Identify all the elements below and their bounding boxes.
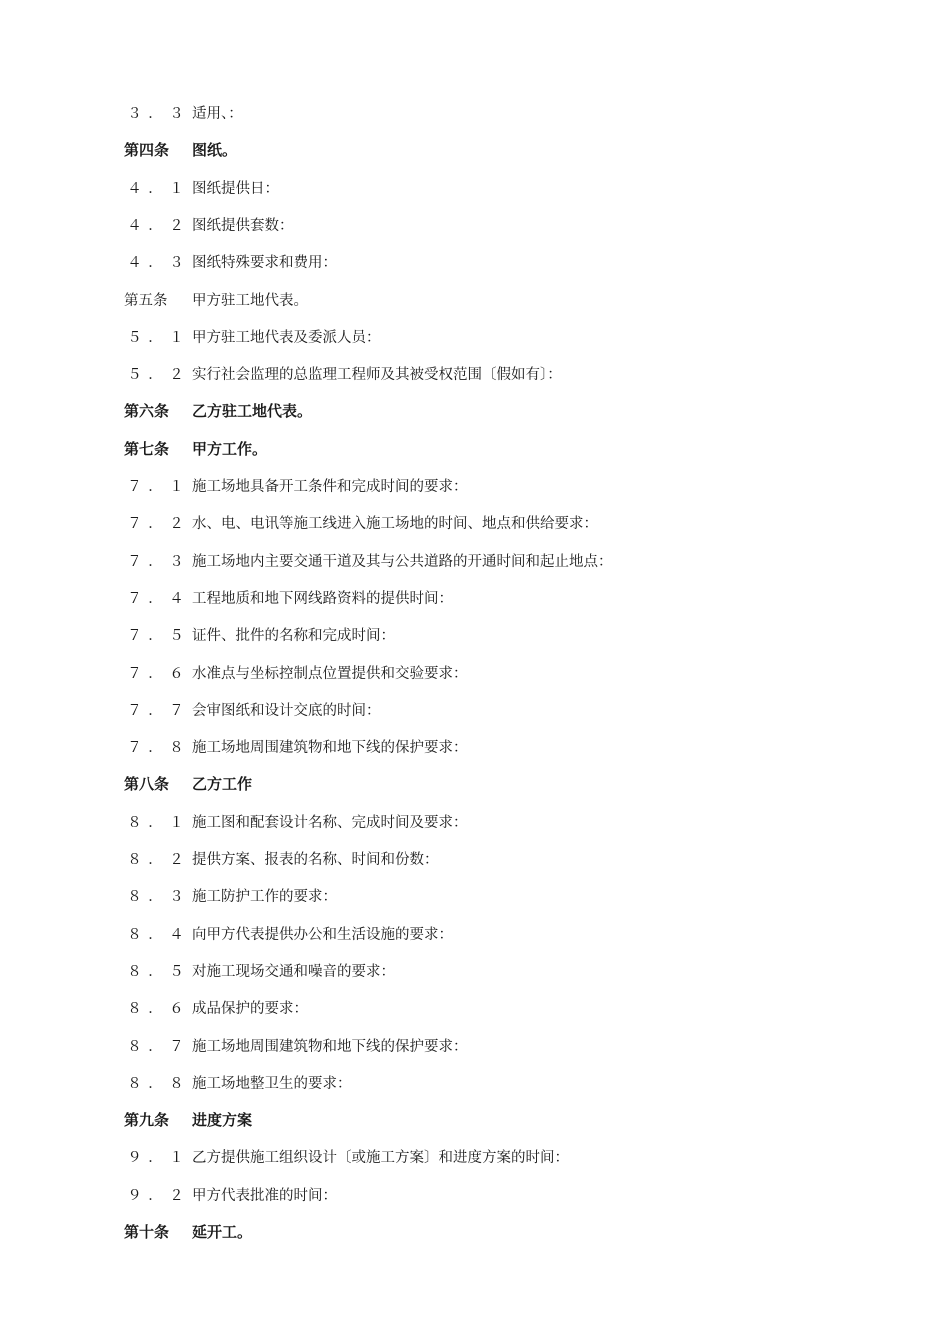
number-digit: ２ [169,851,184,868]
clause-text: 施工防护工作的要求： [192,888,337,905]
number-digit: ７ [127,478,142,495]
clause-text: 乙方驻工地代表。 [192,401,313,420]
number-digit: ５ [169,963,184,980]
number-digit: ７ [127,627,142,644]
clause-number [124,997,192,1018]
number-digit: ７ [127,739,142,756]
number-digit: ８ [127,1000,142,1017]
number-digit: ７ [169,702,184,719]
clause-item [124,958,395,982]
clause-label: 第五条 [124,292,168,309]
number-digit: ７ [127,665,142,682]
number-digit: ８ [127,851,142,868]
clause-label: 第六条 [124,401,170,420]
clause-item [124,846,439,870]
number-digit: ４ [169,590,184,607]
clause-number [124,1146,192,1167]
number-digit: １ [169,329,184,346]
clause-number [124,326,192,347]
number-digit: ３ [169,105,184,122]
clause-item [124,734,468,758]
clause-item [124,473,468,497]
number-digit: ８ [127,926,142,943]
number-separator: ． [148,105,163,122]
clause-text: 进度方案 [192,1110,253,1129]
clause-text: 适用、： [192,105,243,122]
clause-text: 证件、批件的名称和完成时间： [192,627,395,644]
clause-label: 第七条 [124,439,170,458]
clause-number [124,699,192,720]
clause-item [124,324,381,348]
number-separator: ． [148,926,163,943]
clause-text: 会审图纸和设计交底的时间： [192,702,381,719]
number-separator: ． [148,963,163,980]
clause-text: 施工场地具备开工条件和完成时间的要求： [192,478,468,495]
clause-text: 甲方工作。 [192,439,268,458]
number-digit: ９ [127,1187,142,1204]
number-digit: ３ [127,105,142,122]
number-digit: ８ [169,739,184,756]
clause-text: 成品保护的要求： [192,1000,308,1017]
clause-text: 提供方案、报表的名称、时间和份数： [192,851,439,868]
number-digit: １ [169,180,184,197]
clause-label: 第九条 [124,1110,170,1129]
clause-item [124,585,453,609]
clause-text: 施工场地整卫生的要求： [192,1075,352,1092]
clause-number [124,885,192,906]
clause-number [124,475,192,496]
number-digit: ３ [169,553,184,570]
clause-text: 图纸提供日： [192,180,279,197]
clause-number [124,214,192,235]
number-digit: １ [169,814,184,831]
clause-heading [124,771,252,795]
number-digit: ６ [169,1000,184,1017]
number-digit: ７ [127,553,142,570]
number-separator: ． [148,180,163,197]
clause-heading [124,287,308,311]
clause-text: 向甲方代表提供办公和生活设施的要求： [192,926,453,943]
number-digit: ３ [169,254,184,271]
number-digit: ２ [169,515,184,532]
number-separator: ． [148,888,163,905]
number-digit: ２ [169,1187,184,1204]
number-digit: ４ [169,926,184,943]
clause-heading [124,436,267,460]
clause-text: 实行社会监理的总监理工程师及其被受权范围〔假如有〕： [192,366,562,383]
number-digit: ７ [127,515,142,532]
number-digit: ４ [127,217,142,234]
clause-text: 乙方工作 [192,774,253,793]
number-separator: ． [148,1038,163,1055]
number-digit: １ [169,478,184,495]
clause-heading [124,1219,252,1243]
clause-item [124,510,598,534]
number-separator: ． [148,665,163,682]
number-separator: ． [148,329,163,346]
number-separator: ． [148,702,163,719]
clause-item [124,660,468,684]
clause-number [124,512,192,533]
number-digit: ４ [127,254,142,271]
clause-text: 甲方代表批准的时间： [192,1187,337,1204]
number-separator: ． [148,1149,163,1166]
number-separator: ． [148,478,163,495]
clause-number [124,662,192,683]
clause-item [124,622,395,646]
clause-item [124,361,562,385]
number-separator: ． [148,254,163,271]
number-digit: ８ [127,963,142,980]
number-digit: ４ [127,180,142,197]
clause-item [124,1070,352,1094]
clause-label: 第十条 [124,1222,170,1241]
clause-item [124,1033,468,1057]
number-digit: ２ [169,366,184,383]
clause-number [124,811,192,832]
number-separator: ． [148,851,163,868]
clause-heading [124,1107,252,1131]
number-digit: ８ [169,1075,184,1092]
clause-number [124,177,192,198]
number-digit: ７ [127,590,142,607]
clause-number [124,102,192,123]
number-digit: １ [169,1149,184,1166]
clause-item [124,175,279,199]
clause-number [124,1072,192,1093]
number-digit: ３ [169,888,184,905]
clause-item [124,883,337,907]
number-digit: ５ [127,366,142,383]
clause-label: 第八条 [124,774,170,793]
clause-text: 施工图和配套设计名称、完成时间及要求： [192,814,468,831]
number-separator: ． [148,366,163,383]
number-digit: ８ [127,1038,142,1055]
clause-text: 施工场地周围建筑物和地下线的保护要求： [192,739,468,756]
clause-number [124,363,192,384]
clause-number [124,848,192,869]
number-digit: ９ [127,1149,142,1166]
clause-text: 水、电、电讯等施工线进入施工场地的时间、地点和供给要求： [192,515,598,532]
clause-number [124,624,192,645]
number-separator: ． [148,515,163,532]
clause-number [124,1184,192,1205]
number-digit: ７ [169,1038,184,1055]
clause-text: 甲方驻工地代表。 [192,292,308,309]
number-separator: ． [148,627,163,644]
number-separator: ． [148,217,163,234]
clause-text: 甲方驻工地代表及委派人员： [192,329,381,346]
clause-text: 图纸特殊要求和费用： [192,254,337,271]
number-digit: ８ [127,814,142,831]
clause-item [124,697,381,721]
number-digit: ７ [127,702,142,719]
clause-item [124,921,453,945]
clause-item [124,1182,337,1206]
clause-item [124,100,243,124]
number-separator: ． [148,553,163,570]
clause-number [124,587,192,608]
clause-text: 图纸。 [192,140,238,159]
number-separator: ． [148,1000,163,1017]
clause-number [124,923,192,944]
clause-item [124,249,337,273]
number-separator: ． [148,1187,163,1204]
clause-text: 延开工。 [192,1222,253,1241]
number-digit: ５ [127,329,142,346]
clause-item [124,995,308,1019]
clause-text: 施工场地周围建筑物和地下线的保护要求： [192,1038,468,1055]
clause-number [124,550,192,571]
number-separator: ． [148,739,163,756]
clause-item [124,809,468,833]
clause-text: 施工场地内主要交通干道及其与公共道路的开通时间和起止地点： [192,553,613,570]
number-separator: ． [148,814,163,831]
number-digit: ２ [169,217,184,234]
clause-item [124,1144,569,1168]
number-digit: ８ [127,1075,142,1092]
clause-text: 工程地质和地下网线路资料的提供时间： [192,590,453,607]
clause-number [124,736,192,757]
number-digit: ５ [169,627,184,644]
clause-number [124,1035,192,1056]
clause-item [124,548,613,572]
number-digit: ８ [127,888,142,905]
clause-number [124,251,192,272]
number-separator: ． [148,590,163,607]
number-separator: ． [148,1075,163,1092]
clause-number [124,960,192,981]
clause-text: 水准点与坐标控制点位置提供和交验要求： [192,665,468,682]
clause-heading [124,398,312,422]
clause-label: 第四条 [124,140,170,159]
number-digit: ６ [169,665,184,682]
clause-heading [124,137,237,161]
clause-text: 乙方提供施工组织设计〔或施工方案〕和进度方案的时间： [192,1149,569,1166]
clause-text: 图纸提供套数： [192,217,294,234]
clause-text: 对施工现场交通和噪音的要求： [192,963,395,980]
clause-item [124,212,294,236]
